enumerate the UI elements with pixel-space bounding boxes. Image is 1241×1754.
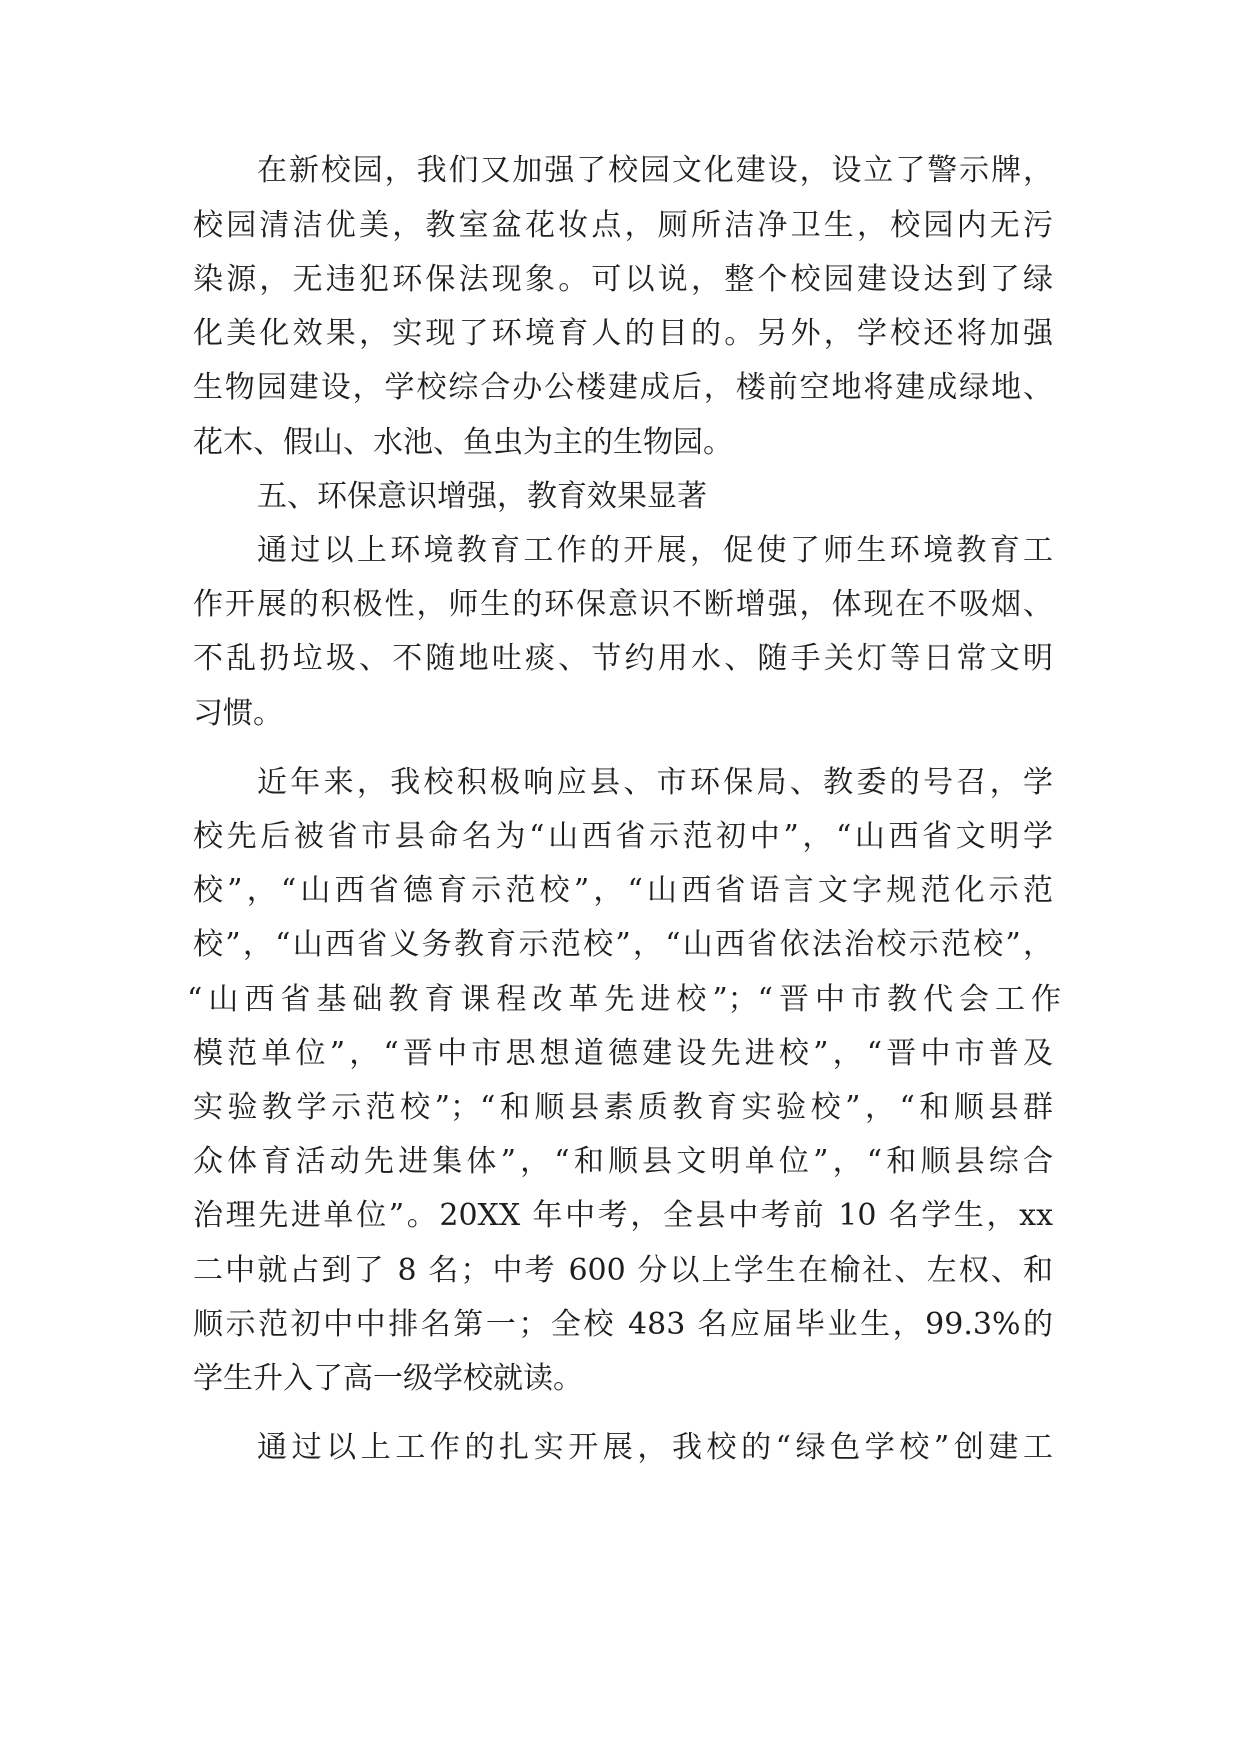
text-line: 在新校园，我们又加强了校园文化建设，设立了警示牌，: [257, 153, 1053, 188]
text-line: 治理先进单位”。20XX 年中考，全县中考前 10 名学生，xx: [193, 1198, 1053, 1233]
text-line: 众体育活动先进集体”，“和顺县文明单位”，“和顺县综合: [193, 1144, 1053, 1179]
text-line: 校”，“山西省德育示范校”，“山西省语言文字规范化示范: [193, 873, 1053, 908]
text-line: 模范单位”，“晋中市思想道德建设先进校”，“晋中市普及: [193, 1036, 1053, 1071]
text-line: 近年来，我校积极响应县、市环保局、教委的号召，学: [257, 765, 1053, 800]
text-line: 化美化效果，实现了环境育人的目的。另外，学校还将加强: [193, 316, 1053, 351]
text-line: 学生升入了高一级学校就读。: [193, 1361, 583, 1396]
text-line: 校”，“山西省义务教育示范校”，“山西省依法治校示范校”，: [193, 927, 1053, 962]
section-heading: 五、环保意识增强，教育效果显著: [257, 479, 707, 514]
text-line: 实验教学示范校”；“和顺县素质教育实验校”，“和顺县群: [193, 1090, 1053, 1125]
text-line: 校园清洁优美，教室盆花妆点，厕所洁净卫生，校园内无污: [193, 208, 1053, 243]
text-line: “山西省基础教育课程改革先进校”；“晋中市教代会工作: [187, 982, 1061, 1017]
text-line: 花木、假山、水池、鱼虫为主的生物园。: [193, 425, 733, 460]
text-line: 不乱扔垃圾、不随地吐痰、节约用水、随手关灯等日常文明: [193, 641, 1053, 676]
text-line: 通过以上工作的扎实开展，我校的“绿色学校”创建工: [257, 1430, 1053, 1465]
text-line: 习惯。: [193, 696, 283, 731]
text-line: 生物园建设，学校综合办公楼建成后，楼前空地将建成绿地、: [193, 370, 1053, 405]
text-line: 校先后被省市县命名为“山西省示范初中”，“山西省文明学: [193, 819, 1053, 854]
text-line: 顺示范初中中排名第一；全校 483 名应届毕业生，99.3%的: [193, 1307, 1053, 1342]
text-line: 二中就占到了 8 名；中考 600 分以上学生在榆社、左权、和: [193, 1253, 1053, 1288]
text-line: 通过以上环境教育工作的开展，促使了师生环境教育工: [257, 533, 1053, 568]
text-line: 染源，无违犯环保法现象。可以说，整个校园建设达到了绿: [193, 262, 1053, 297]
text-line: 作开展的积极性，师生的环保意识不断增强，体现在不吸烟、: [193, 587, 1053, 622]
